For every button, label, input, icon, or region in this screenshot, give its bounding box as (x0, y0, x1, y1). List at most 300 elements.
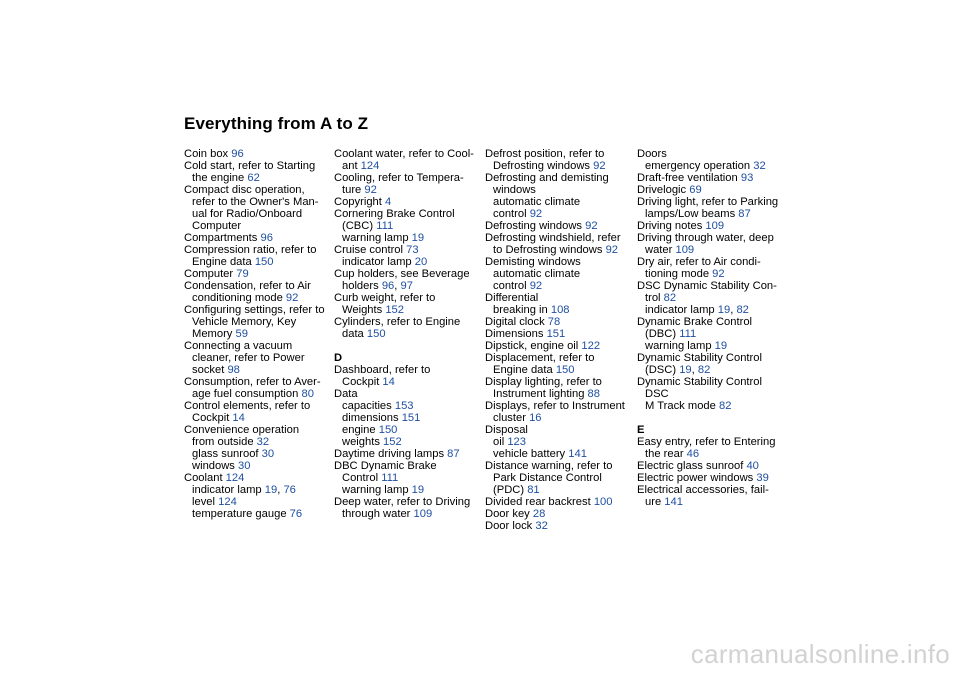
entry-text: Dipstick, engine oil (485, 340, 582, 352)
index-entry (184, 148, 329, 160)
page-link[interactable]: 82 (718, 400, 732, 412)
entry-text: Coolant (184, 472, 226, 484)
index-entry (334, 448, 479, 460)
index-entry (485, 460, 630, 472)
index-entry (334, 472, 479, 484)
index-entry (184, 304, 329, 316)
index-entry (184, 184, 329, 196)
page-link[interactable]: 4 (385, 196, 392, 208)
page-link[interactable]: 92 (529, 208, 543, 220)
index-entry (334, 376, 479, 388)
entry-text: Driving light, refer to Parking (637, 196, 779, 208)
index-entry (184, 424, 329, 436)
index-entry (637, 460, 782, 472)
entry-text: indicator lamp (342, 256, 415, 268)
page-link[interactable]: 92 (364, 184, 377, 196)
entry-text: through water (342, 508, 414, 520)
page-title: Everything from A to Z (184, 114, 369, 133)
watermark: carmanualsonline.info (690, 639, 950, 669)
page-link[interactable]: 151 (401, 412, 421, 424)
index-entry (334, 328, 479, 340)
entry-text: Convenience operation (184, 424, 300, 436)
index-entry (637, 472, 782, 484)
index-entry (637, 244, 782, 256)
page-link[interactable]: 69 (689, 184, 702, 196)
page-link[interactable]: 32 (753, 160, 766, 172)
entry-text: ant (342, 160, 361, 172)
page-link[interactable]: 150 (555, 364, 575, 376)
index-entry (637, 160, 782, 172)
index-entry (485, 232, 630, 244)
entry-text: E (637, 424, 645, 436)
index-entry (637, 448, 782, 460)
page-link[interactable]: 76 (283, 484, 296, 496)
index-entry (485, 376, 630, 388)
index-entry (485, 352, 630, 364)
index-entry (485, 316, 630, 328)
page-link[interactable]: 92 (605, 244, 619, 256)
index-entry (184, 256, 329, 268)
index-entry (485, 256, 630, 268)
index-entry (485, 496, 630, 508)
page-link[interactable]: 19 (714, 340, 728, 352)
page-link[interactable]: 32 (535, 520, 548, 532)
index-entry (637, 184, 782, 196)
index-entry (485, 292, 630, 304)
index-entry (485, 340, 630, 352)
index-entry (637, 400, 782, 412)
entry-text: Cold start, refer to Starting (184, 160, 316, 172)
page-link[interactable]: 19 (411, 232, 425, 244)
index-entry (184, 508, 329, 520)
index-entry (485, 148, 630, 160)
entry-text: weights (342, 436, 384, 448)
page-link[interactable]: 153 (394, 400, 414, 412)
index-entry (637, 316, 782, 328)
entry-text: Electric glass sunroof (637, 460, 747, 472)
page-link[interactable]: 14 (382, 376, 395, 388)
entry-text: indicator lamp (645, 304, 718, 316)
entry-text: Defrosting windows (493, 160, 594, 172)
index-entry (485, 160, 630, 172)
index-entry: holders 96, 97 (342, 280, 413, 292)
entry-text: (DSC) (645, 364, 680, 376)
entry-text: the rear (645, 448, 687, 460)
entry-text: Dynamic Brake Control (637, 316, 753, 328)
index-entry (184, 460, 329, 472)
index-entry (184, 172, 329, 184)
index-entry (485, 244, 630, 256)
index-column-3 (485, 148, 630, 532)
index-entry (485, 364, 630, 376)
page-link[interactable]: 108 (550, 304, 570, 316)
index-entry (334, 160, 479, 172)
page-link[interactable]: 111 (679, 328, 697, 340)
page-link[interactable]: 62 (247, 172, 260, 184)
page-link[interactable]: 124 (360, 160, 380, 172)
page-link[interactable]: 92 (712, 268, 725, 280)
entry-text: control (493, 208, 530, 220)
index-entry (334, 208, 479, 220)
entry-text: Consumption, refer to Aver- (184, 376, 321, 388)
entry-text: (CBC) (342, 220, 377, 232)
entry-text: Control elements, refer to (184, 400, 311, 412)
index-entry (637, 172, 782, 184)
index-entry (485, 208, 630, 220)
page-link[interactable]: 150 (366, 328, 386, 340)
section-letter (637, 424, 782, 436)
entry-text: from outside (192, 436, 257, 448)
entry-text: ture (342, 184, 365, 196)
entry-text: ual for Radio/Onboard (192, 208, 303, 220)
index-entry (184, 220, 329, 232)
section-gap (637, 412, 782, 424)
index-entry (485, 400, 630, 412)
page-link[interactable]: 122 (581, 340, 601, 352)
entry-text: DBC Dynamic Brake (334, 460, 437, 472)
index-entry (637, 220, 782, 232)
index-entry (184, 208, 329, 220)
entry-text: glass sunroof (192, 448, 262, 460)
index-entry (184, 232, 329, 244)
index-entry (637, 376, 782, 388)
index-entry (184, 400, 329, 412)
entry-text: Dashboard, refer to (334, 364, 431, 376)
entry-text: Deep water, refer to Driving (334, 496, 471, 508)
index-entry (184, 340, 329, 352)
index-entry: indicator lamp 19, 82 (645, 304, 749, 316)
index-entry: (DSC) 19, 82 (645, 364, 711, 376)
index-entry (334, 256, 479, 268)
page-link[interactable]: 82 (663, 292, 677, 304)
page-link[interactable]: 96 (231, 148, 244, 160)
index-entry (184, 436, 329, 448)
entry-text: Cockpit (342, 376, 383, 388)
page-link[interactable]: 124 (225, 472, 245, 484)
entry-text: emergency operation (645, 160, 754, 172)
entry-text: the engine (192, 172, 248, 184)
entry-text: Door key (485, 508, 533, 520)
entry-text: Curb weight, refer to (334, 292, 436, 304)
page-link[interactable]: 19 (411, 484, 425, 496)
index-entry (334, 244, 479, 256)
index-entry (485, 196, 630, 208)
index-entry (334, 148, 479, 160)
index-entry (485, 280, 630, 292)
index-entry (334, 424, 479, 436)
entry-text: Defrosting windows (485, 220, 586, 232)
entry-text: Compact disc operation, (184, 184, 305, 196)
entry-text: Display lighting, refer to (485, 376, 602, 388)
entry-text: Connecting a vacuum (184, 340, 293, 352)
entry-text: D (334, 352, 343, 364)
index-entry (184, 388, 329, 400)
entry-text: Weights (342, 304, 386, 316)
page-link[interactable]: 14 (232, 412, 245, 424)
page-link[interactable]: 111 (376, 220, 394, 232)
entry-text: Cooling, refer to Tempera- (334, 172, 464, 184)
entry-text: Divided rear backrest (485, 496, 594, 508)
entry-text: level (192, 496, 219, 508)
index-entry (334, 508, 479, 520)
index-entry (184, 496, 329, 508)
index-entry (184, 160, 329, 172)
entry-text: control (493, 280, 530, 292)
entry-text: Compartments (184, 232, 261, 244)
page-link[interactable]: 98 (227, 364, 240, 376)
index-entry (485, 472, 630, 484)
index-entry (485, 484, 630, 496)
index-entry (485, 172, 630, 184)
page-link[interactable]: 59 (235, 328, 248, 340)
entry-text: indicator lamp (192, 484, 265, 496)
index-entry (485, 304, 630, 316)
page-link[interactable]: 151 (546, 328, 566, 340)
page-link[interactable]: 32 (256, 436, 270, 448)
entry-text: Defrost position, refer to (485, 148, 605, 160)
section-gap (334, 340, 479, 352)
page-link[interactable]: 93 (740, 172, 754, 184)
index-entry (637, 328, 782, 340)
index-entry (334, 196, 479, 208)
entry-text: DSC (645, 388, 669, 400)
index-entry (334, 304, 479, 316)
page-link[interactable]: 100 (593, 496, 613, 508)
index-entry (637, 208, 782, 220)
page-link[interactable]: 123 (507, 436, 526, 448)
entry-text: ure (645, 496, 665, 508)
page-link[interactable]: 97 (400, 280, 413, 292)
entry-text: cluster (493, 412, 530, 424)
page-link[interactable]: 96 (381, 280, 395, 292)
index-entry (334, 220, 479, 232)
entry-text: Data (334, 388, 358, 400)
entry-text: Condensation, refer to Air (184, 280, 311, 292)
page-link[interactable]: 39 (756, 472, 769, 484)
entry-text: Driving through water, deep (637, 232, 774, 244)
entry-text: Defrosting and demisting (485, 172, 609, 184)
index-entry (637, 388, 782, 400)
page-link[interactable]: 80 (301, 388, 314, 400)
entry-text: trol (645, 292, 664, 304)
page-link[interactable]: 109 (705, 220, 725, 232)
page-link[interactable]: 16 (529, 412, 542, 424)
entry-text: Coolant water, refer to Cool- (334, 148, 474, 160)
entry-text: Cylinders, refer to Engine (334, 316, 461, 328)
entry-text: Demisting windows (485, 256, 581, 268)
entry-text: Dynamic Stability Control (637, 376, 762, 388)
page-link[interactable]: 40 (746, 460, 759, 472)
index-entry (485, 328, 630, 340)
index-entry (637, 484, 782, 496)
index-entry (637, 340, 782, 352)
entry-text: Drivelogic (637, 184, 690, 196)
index-entry (184, 376, 329, 388)
index-entry (637, 292, 782, 304)
entry-text: Distance warning, refer to (485, 460, 613, 472)
page-link[interactable]: 92 (585, 220, 598, 232)
entry-text: socket (192, 364, 228, 376)
page-link[interactable]: 141 (568, 448, 587, 460)
page-link[interactable]: 96 (260, 232, 273, 244)
index-entry (334, 268, 479, 280)
entry-text: Copyright (334, 196, 385, 208)
entry-text: Instrument lighting (493, 388, 588, 400)
page-link[interactable]: 92 (529, 280, 543, 292)
page-link[interactable]: 20 (414, 256, 428, 268)
index-entry (184, 316, 329, 328)
page-link[interactable]: 78 (547, 316, 561, 328)
page-link[interactable]: 73 (406, 244, 419, 256)
index-entry (485, 412, 630, 424)
entry-text: Doors (637, 148, 667, 160)
entry-text: Engine data (192, 256, 255, 268)
page-link[interactable]: 46 (686, 448, 700, 460)
page-link[interactable]: 76 (289, 508, 303, 520)
entry-text: Door lock (485, 520, 536, 532)
page-link[interactable]: 150 (378, 424, 398, 436)
entry-text: M Track mode (645, 400, 719, 412)
entry-text: warning lamp (342, 232, 412, 244)
entry-text: Cup holders, see Beverage (334, 268, 470, 280)
page-link[interactable]: 141 (664, 496, 683, 508)
entry-text: holders (342, 280, 382, 292)
page-link[interactable]: 30 (238, 460, 251, 472)
entry-text: Easy entry, refer to Entering (637, 436, 776, 448)
page-link[interactable]: 19 (264, 484, 278, 496)
entry-text: warning lamp (342, 484, 412, 496)
entry-text: dimensions (342, 412, 402, 424)
entry-text: capacities (342, 400, 395, 412)
index-entry: indicator lamp 19, 76 (192, 484, 296, 496)
page-link[interactable]: 150 (254, 256, 274, 268)
index-entry (637, 196, 782, 208)
entry-text: Park Distance Control (493, 472, 602, 484)
index-column-1 (184, 148, 329, 520)
entry-text: Differential (485, 292, 539, 304)
index-entry (637, 352, 782, 364)
index-entry (334, 496, 479, 508)
index-entry (334, 364, 479, 376)
entry-text: Cockpit (192, 412, 233, 424)
page-link[interactable]: 82 (736, 304, 749, 316)
entry-text: Cornering Brake Control (334, 208, 455, 220)
index-entry (184, 268, 329, 280)
index-entry (485, 388, 630, 400)
page-link[interactable]: 87 (738, 208, 751, 220)
index-entry (334, 400, 479, 412)
page-link[interactable]: 81 (527, 484, 540, 496)
index-entry (334, 460, 479, 472)
index-entry (184, 244, 329, 256)
entry-text: Electric power windows (637, 472, 757, 484)
index-entry (485, 424, 630, 436)
entry-text: Dimensions (485, 328, 547, 340)
page-link[interactable]: 28 (532, 508, 546, 520)
index-entry (485, 436, 630, 448)
page-link[interactable]: 79 (236, 268, 249, 280)
page-link[interactable]: 152 (385, 304, 404, 316)
entry-text: Disposal (485, 424, 528, 436)
index-entry (334, 388, 479, 400)
entry-text: windows (192, 460, 239, 472)
index-entry (334, 412, 479, 424)
index-entry (184, 292, 329, 304)
page-link[interactable]: 152 (383, 436, 402, 448)
entry-text: Dynamic Stability Control (637, 352, 762, 364)
index-entry (184, 448, 329, 460)
entry-text: Electrical accessories, fail- (637, 484, 769, 496)
entry-text: engine (342, 424, 379, 436)
entry-text: warning lamp (645, 340, 715, 352)
page-link[interactable]: 19 (717, 304, 731, 316)
page-link[interactable]: 111 (381, 472, 399, 484)
entry-text: Defrosting windshield, refer (485, 232, 621, 244)
index-entry (334, 184, 479, 196)
entry-text: to Defrosting windows (493, 244, 606, 256)
index-entry (637, 256, 782, 268)
section-letter (334, 352, 479, 364)
entry-text: Displays, refer to Instrument (485, 400, 625, 412)
index-entry (485, 220, 630, 232)
page-link[interactable]: 82 (697, 364, 711, 376)
index-entry (485, 508, 630, 520)
entry-text: vehicle battery (493, 448, 569, 460)
entry-text: cleaner, refer to Power (192, 352, 305, 364)
page-link[interactable]: 88 (587, 388, 600, 400)
index-entry (334, 316, 479, 328)
index-entry (637, 148, 782, 160)
entry-text: automatic climate (493, 268, 581, 280)
index-column-2 (334, 148, 479, 520)
entry-text: (PDC) (493, 484, 528, 496)
page-link[interactable]: 109 (413, 508, 433, 520)
page-link[interactable]: 92 (593, 160, 606, 172)
page-link[interactable]: 30 (261, 448, 275, 460)
entry-text: Displacement, refer to (485, 352, 595, 364)
index-entry (184, 280, 329, 292)
index-entry (485, 520, 630, 532)
entry-text: Driving notes (637, 220, 706, 232)
page-link[interactable]: 124 (218, 496, 237, 508)
index-entry (184, 412, 329, 424)
page-link[interactable]: 87 (447, 448, 460, 460)
page-link[interactable]: 92 (285, 292, 299, 304)
index-entry (334, 172, 479, 184)
entry-text: water (645, 244, 676, 256)
page-link[interactable]: 109 (675, 244, 695, 256)
entry-text: Compression ratio, refer to (184, 244, 317, 256)
page-link[interactable]: 19 (679, 364, 692, 376)
index-entry (637, 268, 782, 280)
entry-text: age fuel consumption (192, 388, 302, 400)
entry-text: Daytime driving lamps (334, 448, 448, 460)
entry-text: data (342, 328, 367, 340)
index-entry (184, 472, 329, 484)
index-entry (485, 448, 630, 460)
entry-text: DSC Dynamic Stability Con- (637, 280, 777, 292)
index-entry (184, 328, 329, 340)
entry-text: breaking in (493, 304, 551, 316)
entry-text: Control (342, 472, 382, 484)
entry-text: temperature gauge (192, 508, 290, 520)
entry-text: oil (493, 436, 508, 448)
index-entry (184, 196, 329, 208)
index-entry (637, 436, 782, 448)
index-column-4 (637, 148, 782, 508)
index-entry (637, 496, 782, 508)
entry-text: Draft-free ventilation (637, 172, 741, 184)
